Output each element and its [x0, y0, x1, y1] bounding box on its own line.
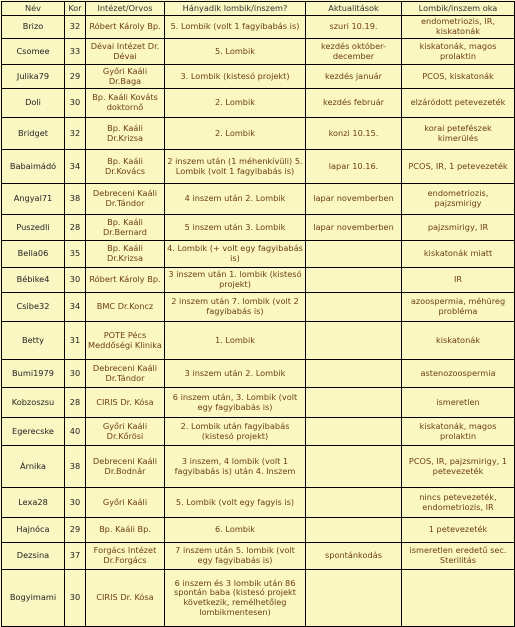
cell-clinic: Dévai Intézet Dr. Dévai [86, 39, 165, 65]
cell-age: 34 [65, 293, 86, 322]
cell-age: 38 [65, 446, 86, 488]
cell-news: kezdés február [306, 89, 402, 118]
cell-reason: nincs petevezeték, endometriozis, IR [402, 488, 515, 518]
cell-clinic: BMC Dr.Koncz [86, 293, 165, 322]
cell-clinic: Bp. Kaáli Dr.Kovács [86, 150, 165, 184]
cell-clinic: Bp. Kaáli Dr.Krizsa [86, 241, 165, 268]
table-row [2, 518, 515, 543]
cell-attempt: 5. Lombik (volt egy fagyis is) [165, 488, 306, 518]
cell-reason: azoospermia, méhüreg probléma [402, 293, 515, 322]
cell-news [306, 360, 402, 388]
cell-reason: ismeretlen [402, 388, 515, 418]
cell-clinic: Bp. Kaáli Kováts doktornő [86, 89, 165, 118]
cell-reason [402, 570, 515, 627]
cell-age: 30 [65, 89, 86, 118]
table-row [2, 184, 515, 215]
fertility-table [1, 1, 515, 627]
cell-reason: kiskatonák miatt [402, 241, 515, 268]
cell-age: 29 [65, 65, 86, 89]
cell-clinic: Bp. Kaáli Dr.Krizsa [86, 118, 165, 150]
cell-attempt: 2. Lombik [165, 118, 306, 150]
cell-reason: kiskatonák, magos prolaktin [402, 39, 515, 65]
table-row [2, 89, 515, 118]
cell-clinic: Bp. Kaáli Bp. [86, 518, 165, 543]
cell-reason: kiskatonák, magos prolaktin [402, 418, 515, 446]
cell-attempt: 2. Lombik [165, 89, 306, 118]
cell-news [306, 418, 402, 446]
cell-attempt: 3 inszem, 4 lombik (volt 1 fagyibabás is) után 4. Inszem [165, 446, 306, 488]
cell-age: 32 [65, 118, 86, 150]
table-row [2, 39, 515, 65]
cell-attempt: 6. Lombik [165, 518, 306, 543]
cell-news [306, 293, 402, 322]
cell-name: Bumi1979 [2, 360, 65, 388]
header-news: Aktualitások [306, 2, 402, 16]
cell-age: 32 [65, 16, 86, 39]
cell-reason: PCOS, IR, 1 petevezeték [402, 150, 515, 184]
cell-news [306, 488, 402, 518]
header-age: Kor [65, 2, 86, 16]
cell-clinic: Debreceni Kaáli Dr.Tándor [86, 360, 165, 388]
cell-reason: IR [402, 268, 515, 293]
cell-news [306, 518, 402, 543]
cell-age: 30 [65, 360, 86, 388]
cell-age: 29 [65, 518, 86, 543]
cell-reason: endometriozis, pajzsmirigy [402, 184, 515, 215]
cell-age: 38 [65, 184, 86, 215]
cell-name: Bogyimami [2, 570, 65, 627]
cell-news [306, 446, 402, 488]
table-row [2, 65, 515, 89]
cell-name: Betty [2, 322, 65, 360]
table-row [2, 388, 515, 418]
cell-age: 28 [65, 388, 86, 418]
header-name: Név [2, 2, 65, 16]
cell-clinic: Róbert Károly Bp. [86, 268, 165, 293]
cell-news: konzi 10.15. [306, 118, 402, 150]
table-row [2, 150, 515, 184]
cell-clinic: Forgács Intézet Dr.Forgács [86, 543, 165, 570]
cell-name: Kobzoszsu [2, 388, 65, 418]
cell-age: 34 [65, 150, 86, 184]
cell-news [306, 570, 402, 627]
header-attempt: Hányadik lombik/inszem? [165, 2, 306, 16]
cell-clinic: Róbert Károly Bp. [86, 16, 165, 39]
cell-clinic: Győri Kaáli Dr.Kőrösi [86, 418, 165, 446]
cell-name: Árnika [2, 446, 65, 488]
header-row [2, 2, 515, 16]
cell-attempt: 5. Lombik (volt 1 fagyibabás is) [165, 16, 306, 39]
cell-age: 40 [65, 418, 86, 446]
cell-attempt: 5. Lombik [165, 39, 306, 65]
cell-age: 30 [65, 570, 86, 627]
cell-reason: PCOS, kiskatonák [402, 65, 515, 89]
table-row [2, 446, 515, 488]
cell-attempt: 2 inszem után (1 méhenkívüli) 5. Lombik (volt 1 fagyibabás is) [165, 150, 306, 184]
table-row [2, 118, 515, 150]
cell-attempt: 3 inszem után 2. Lombik [165, 360, 306, 388]
cell-name: Brizo [2, 16, 65, 39]
cell-news: kezdés október-december [306, 39, 402, 65]
cell-attempt: 6 inszem után, 3. Lombik (volt egy fagyibabás is) [165, 388, 306, 418]
cell-attempt: 4. Lombik (+ volt egy fagyibabás is) [165, 241, 306, 268]
cell-age: 30 [65, 488, 86, 518]
cell-name: Doli [2, 89, 65, 118]
cell-clinic: CIRIS Dr. Kósa [86, 388, 165, 418]
cell-attempt: 3. Lombik (kistesó projekt) [165, 65, 306, 89]
table-body [2, 16, 515, 627]
cell-clinic: Győri Kaáli Dr.Baga [86, 65, 165, 89]
table-row [2, 322, 515, 360]
cell-name: Bella06 [2, 241, 65, 268]
cell-attempt: 3 inszem után 1. lombik (kistesó projekt) [165, 268, 306, 293]
cell-news: kezdés január [306, 65, 402, 89]
cell-clinic: POTE Pécs Meddőségi Klinika [86, 322, 165, 360]
cell-name: Julika79 [2, 65, 65, 89]
cell-name: Dezsina [2, 543, 65, 570]
cell-name: Bébike4 [2, 268, 65, 293]
cell-age: 28 [65, 215, 86, 241]
cell-reason: 1 petevezeték [402, 518, 515, 543]
table-row [2, 293, 515, 322]
cell-name: Egerecske [2, 418, 65, 446]
cell-reason: kiskatonák [402, 322, 515, 360]
cell-reason: pajzsmirigy, IR [402, 215, 515, 241]
cell-clinic: Debreceni Kaáli Dr.Tándor [86, 184, 165, 215]
cell-attempt: 5 inszem után 3. Lombik [165, 215, 306, 241]
cell-news [306, 322, 402, 360]
cell-age: 31 [65, 322, 86, 360]
header-reason: Lombik/inszem oka [402, 2, 515, 16]
cell-news: spontánkodás [306, 543, 402, 570]
table-row [2, 268, 515, 293]
cell-news: szuri 10.19. [306, 16, 402, 39]
cell-age: 30 [65, 268, 86, 293]
cell-news [306, 241, 402, 268]
cell-reason: korai petefészek kimerülés [402, 118, 515, 150]
cell-name: Puszedli [2, 215, 65, 241]
cell-clinic: CIRIS Dr. Kósa [86, 570, 165, 627]
table-row [2, 241, 515, 268]
cell-reason: PCOS, IR, pajzsmirigy, 1 petevezeték [402, 446, 515, 488]
cell-attempt: 4 inszem után 2. Lombik [165, 184, 306, 215]
cell-reason: astenozoospermia [402, 360, 515, 388]
cell-clinic: Bp. Kaáli Dr.Bernard [86, 215, 165, 241]
table-row [2, 570, 515, 627]
cell-news: lapar novemberben [306, 184, 402, 215]
cell-attempt: 1. Lombik [165, 322, 306, 360]
table-row [2, 16, 515, 39]
cell-name: Hajnóca [2, 518, 65, 543]
cell-reason: ismeretlen eredetű sec. Sterilitás [402, 543, 515, 570]
table-row [2, 215, 515, 241]
table-row [2, 360, 515, 388]
cell-news [306, 268, 402, 293]
cell-attempt: 6 inszem és 3 lombik után 86 spontán baba (kistesó projekt következik, remélhetőleg lombikmentesen) [165, 570, 306, 627]
cell-reason: endometriozis, IR, kiskatonák [402, 16, 515, 39]
cell-attempt: 2 inszem után 7. lombik (volt 2 fagyibabás is) [165, 293, 306, 322]
cell-clinic: Győri Kaáli [86, 488, 165, 518]
cell-attempt: 7 inszem után 5. lombik (volt egy fagyibabás is) [165, 543, 306, 570]
cell-news: lapar novemberben [306, 215, 402, 241]
cell-name: Lexa28 [2, 488, 65, 518]
cell-age: 33 [65, 39, 86, 65]
cell-name: Bridget [2, 118, 65, 150]
cell-news [306, 388, 402, 418]
table-row [2, 418, 515, 446]
cell-name: Angyal71 [2, 184, 65, 215]
cell-name: Csibe32 [2, 293, 65, 322]
header-clinic: Intézet/Orvos [86, 2, 165, 16]
table-row [2, 488, 515, 518]
cell-news: lapar 10.16. [306, 150, 402, 184]
cell-name: Csomee [2, 39, 65, 65]
cell-name: Babaimádó [2, 150, 65, 184]
cell-age: 37 [65, 543, 86, 570]
cell-age: 35 [65, 241, 86, 268]
cell-clinic: Debreceni Kaáli Dr.Bodnár [86, 446, 165, 488]
cell-attempt: 2. Lombik után fagyibabás (kistesó projekt) [165, 418, 306, 446]
table-row [2, 543, 515, 570]
cell-reason: elzáródott petevezeték [402, 89, 515, 118]
